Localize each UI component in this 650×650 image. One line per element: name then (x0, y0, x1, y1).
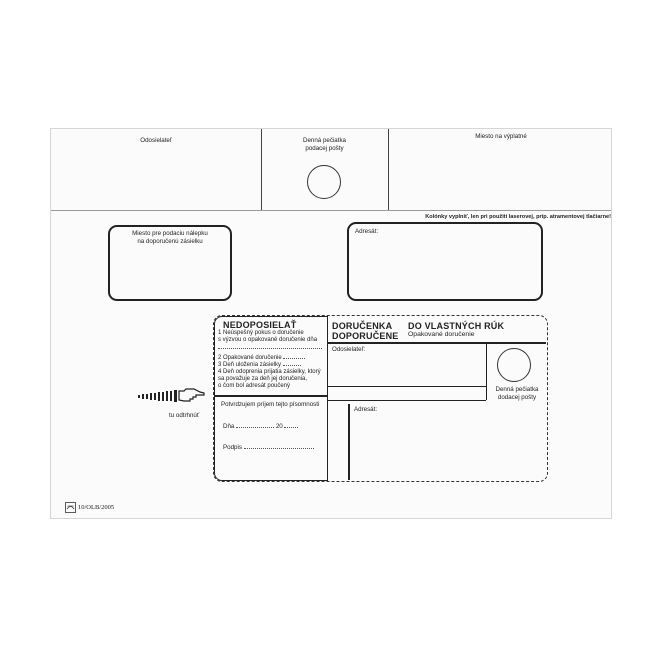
form-code: 10/OLB/2005 (78, 504, 115, 511)
panel-divider (215, 395, 327, 397)
receipt-title-line2: DOPORUČENE (332, 331, 399, 341)
item-1: 1 Neúspešný pokus o doručenie (218, 330, 304, 336)
divider (261, 129, 262, 210)
address-box (347, 222, 543, 301)
receipt-title (332, 321, 399, 341)
delivery-stamp-line2: dodacej pošty (497, 393, 537, 401)
sender-label: Odosielateľ (140, 137, 172, 144)
item-3: 3 Deň uloženia zásielky (218, 361, 282, 368)
addressee-divider (328, 400, 486, 401)
posting-stamp-circle (307, 165, 341, 199)
printer-instruction: Kolónky vyplniť, len pri použití laserovej, príp. atramentovej tlačiarne! (425, 214, 611, 220)
repeat-delivery-subtitle: Opakované doručenie (408, 331, 475, 338)
date-label: Dňa (223, 423, 235, 430)
address-label: Adresát: (355, 228, 379, 235)
card-sender-label: Odosielateľ: (332, 346, 366, 353)
payment-place-label: Miesto na výplatné (475, 133, 527, 140)
stamp-label-line2: podacej pošty (305, 144, 344, 152)
item-2-row (218, 355, 326, 362)
envelope-form (50, 128, 612, 519)
divider (388, 129, 389, 210)
sign-row (223, 444, 314, 452)
sticker-label-line2: na doporučenú zásielku (137, 237, 203, 245)
no-forward-panel (214, 316, 328, 481)
no-forward-items (218, 330, 326, 391)
return-receipt-card (213, 315, 548, 482)
delivery-stamp-label (488, 386, 546, 401)
item-4-cont2: o čom bol adresát poučený (218, 383, 291, 390)
tear-label: tu odtrhnúť (169, 412, 200, 419)
no-forward-title: NEDOPOSIELAŤ (223, 320, 297, 330)
pointing-hand-icon (136, 387, 206, 405)
receipt-title-line1: DORUČENKA (332, 321, 393, 331)
item-3-row (218, 362, 326, 369)
sticker-box (108, 225, 232, 301)
stamp-label (271, 137, 378, 152)
dotted-line (218, 348, 322, 349)
confirm-text: Potvrdzujem príjem tejto písomnosti (221, 401, 320, 408)
item-2: 2 Opakované doručenie (218, 354, 282, 361)
stamp-label-line1: Denná pečiatka (303, 137, 346, 144)
item-1-cont: s výzvou o opakované doručenie dňa (218, 337, 318, 344)
divider (51, 210, 611, 211)
card-addressee-label: Adresát: (354, 406, 378, 413)
date-row (223, 423, 298, 431)
sender-divider (328, 386, 486, 387)
year-prefix: 20 (275, 423, 283, 430)
own-hands-title: DO VLASTNÝCH RÚK (408, 321, 505, 331)
addressee-side-line (348, 404, 350, 480)
postal-logo-icon (65, 502, 76, 513)
delivery-stamp-line1: Denná pečiatka (495, 386, 539, 393)
header-divider (328, 342, 546, 344)
item-4: 4 Deň odoprenia prijatia zásielky, ktorý (218, 369, 321, 376)
stamp-divider (486, 342, 487, 400)
delivery-stamp-circle (497, 348, 531, 382)
sign-label: Podpis (223, 444, 242, 451)
item-4-cont: sa považuje za deň jej doručenia, (218, 376, 308, 383)
sticker-label-line1: Miesto pre podaciu nálepku (132, 230, 208, 237)
